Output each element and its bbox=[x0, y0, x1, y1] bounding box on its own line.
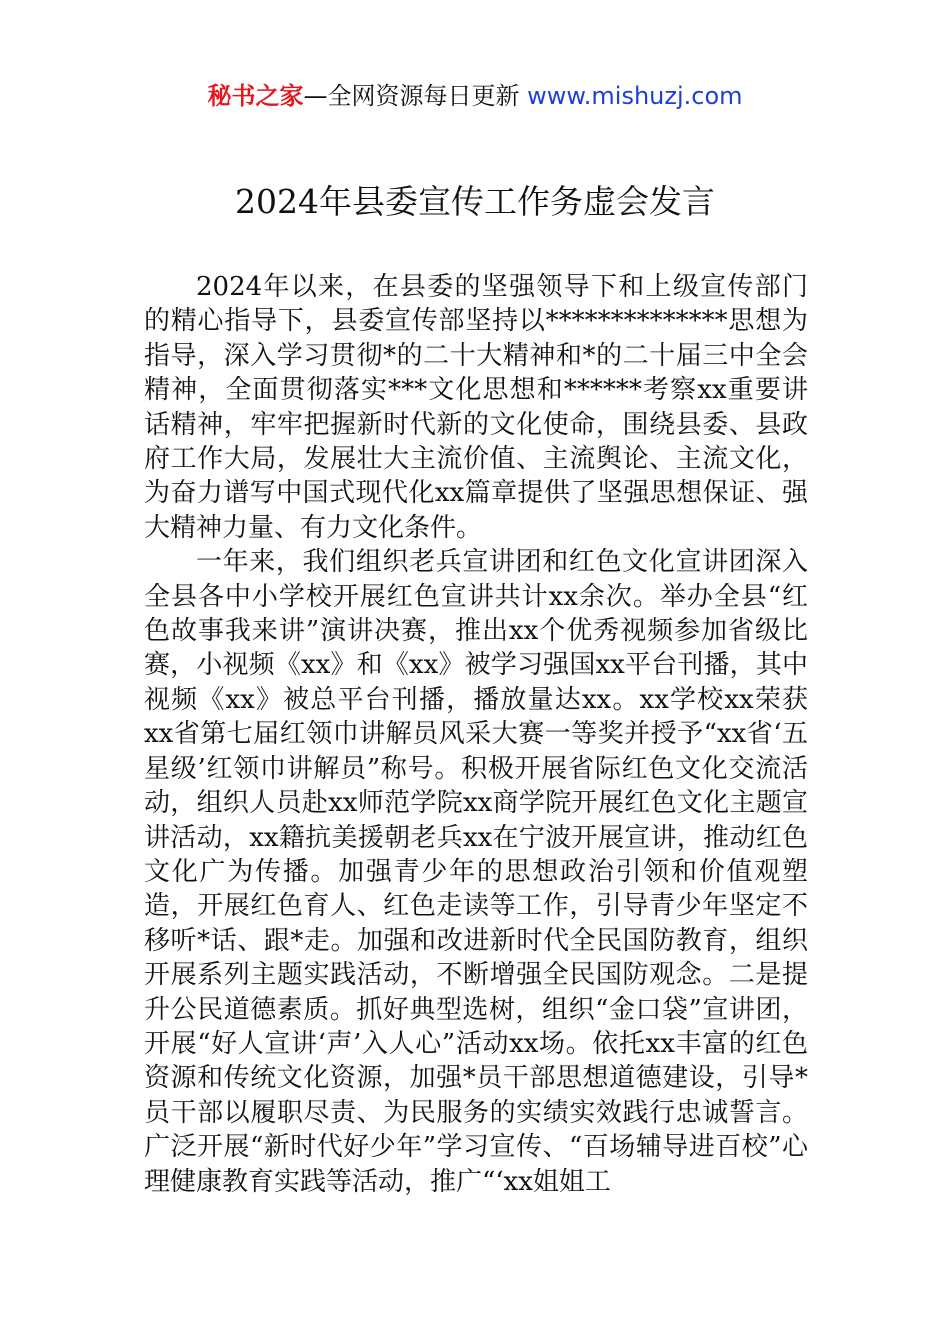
site-header bbox=[0, 78, 950, 114]
site-url-link[interactable]: www.mishuzj.com bbox=[527, 82, 743, 110]
body-paragraph: 一年来，我们组织老兵宣讲团和红色文化宣讲团深入全县各中小学校开展红色宣讲共计xx余次。举办全县“红色故事我来讲”演讲决赛，推出xx个优秀视频参加省级比赛，小视频《xx》和《xx》被学习强国xx平台刊播，其中视频《xx》被总平台刊播，播放量达xx。xx学校xx荣获xx省第七届红领巾讲解员风采大赛一等奖并授予“xx省‘五星级’红领巾讲解员”称号。积极开展省际红色文化交流活动，组织人员赴xx师范学院xx商学院开展红色文化主题宣讲活动，xx籍抗美援朝老兵xx在宁波开展宣讲，推动红色文化广为传播。加强青少年的思想政治引领和价值观塑造，开展红色育人、红色走读等工作，引导青少年坚定不移听*话、跟*走。加强和改进新时代全民国防教育，组织开展系列主题实践活动，不断增强全民国防观念。二是提升公民道德素质。抓好典型选树，组织“金口袋”宣讲团，开展“好人宣讲‘声’入人心”活动xx场。依托xx丰富的红色资源和传统文化资源，加强*员干部思想道德建设，引导*员干部以履职尽责、为民服务的实绩实效践行忠诚誓言。广泛开展“新时代好少年”学习宣传、“百场辅导进百校”心理健康教育实践等活动，推广“‘xx姐姐工 bbox=[144, 547, 808, 1197]
document-body bbox=[144, 270, 808, 1199]
site-tagline: —全网资源每日更新 bbox=[303, 82, 520, 110]
site-brand: 秘书之家 bbox=[207, 82, 304, 110]
body-paragraph: 2024年以来，在县委的坚强领导下和上级宣传部门的精心指导下，县委宣传部坚持以**************思想为指导，深入学习贯彻*的二十大精神和*的二十届三中全会精神，全面贯彻落实***文化思想和******考察xx重要讲话精神，牢牢把握新时代新的文化使命，围绕县委、县政府工作大局，发展壮大主流价值、主流舆论、主流文化，为奋力谱写中国式现代化xx篇章提供了坚强思想保证、强大精神力量、有力文化条件。 bbox=[144, 272, 808, 543]
document-title: 2024年县委宣传工作务虚会发言 bbox=[235, 182, 715, 221]
